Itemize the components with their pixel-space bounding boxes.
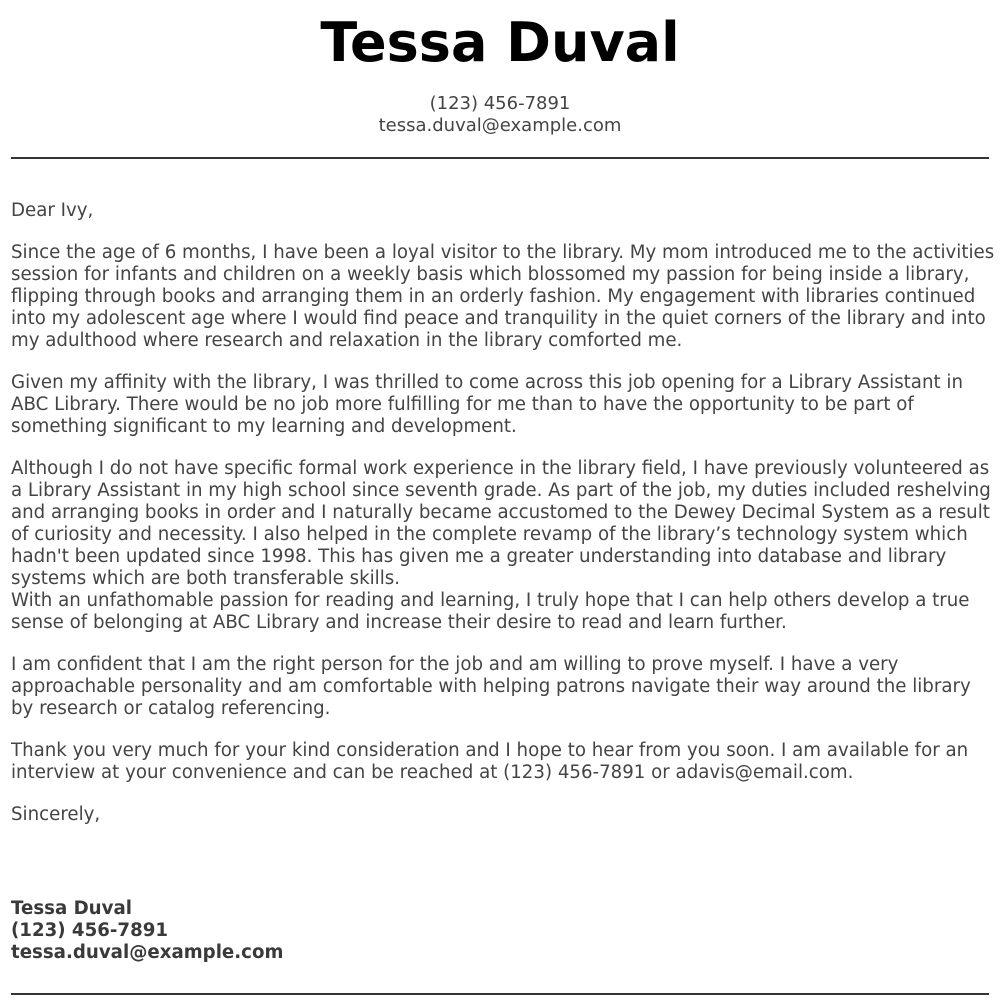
paragraph-experience: Although I do not have specific formal work experience in the library field, I have previously volunteered as a Library Assistant in my high school since seventh grade. As part of the job, my duties included reshelving and arranging books in order and I naturally became accustomed to the Dewey Decimal System as a result of curiosity and necessity. I also helped in the complete revamp of the library’s technology system which hadn't been updated since 1998. This has given me a greater understanding into database and library systems which are both transferable skills. <box>11 458 991 589</box>
contact-phone: (123) 456-7891 <box>429 93 571 114</box>
closing: Sincerely, <box>11 804 101 825</box>
signature-block <box>11 898 996 964</box>
contact-info <box>0 93 1000 137</box>
signature-phone: (123) 456-7891 <box>11 920 169 941</box>
letter-body <box>11 200 996 964</box>
paragraph-passion: With an unfathomable passion for reading and learning, I truly hope that I can help others develop a true sense of belonging at ABC Library and increase their desire to read and learn further. <box>11 590 970 633</box>
paragraph-confidence: I am confident that I am the right person for the job and am willing to prove myself. I have a very approachable personality and am comfortable with helping patrons navigate their way around the library by research or catalog referencing. <box>11 654 971 719</box>
signature-email: tessa.duval@example.com <box>11 942 284 963</box>
signature-name: Tessa Duval <box>11 898 132 919</box>
applicant-name: Tessa Duval <box>320 11 680 74</box>
paragraph-intro: Since the age of 6 months, I have been a loyal visitor to the library. My mom introduced me to the activities session for infants and children on a weekly basis which blossomed my passion for being inside a library, flipping through books and arranging them in an orderly fashion. My engagement with libraries continued into my adolescent age where I would find peace and tranquility in the quiet corners of the library and into my adulthood where research and relaxation in the library comforted me. <box>11 242 995 351</box>
paragraph-interest: Given my affinity with the library, I was thrilled to come across this job opening for a Library Assistant in ABC Library. There would be no job more fulfilling for me than to have the opportunity to be part of something significant to my learning and development. <box>11 372 963 437</box>
contact-email: tessa.duval@example.com <box>378 115 622 136</box>
paragraph-thanks: Thank you very much for your kind consideration and I hope to hear from you soon. I am available for an interview at your convenience and can be reached at (123) 456-7891 or adavis@email.com. <box>11 740 969 783</box>
header-divider <box>11 157 989 159</box>
footer-divider <box>11 993 989 995</box>
salutation: Dear Ivy, <box>11 200 94 221</box>
